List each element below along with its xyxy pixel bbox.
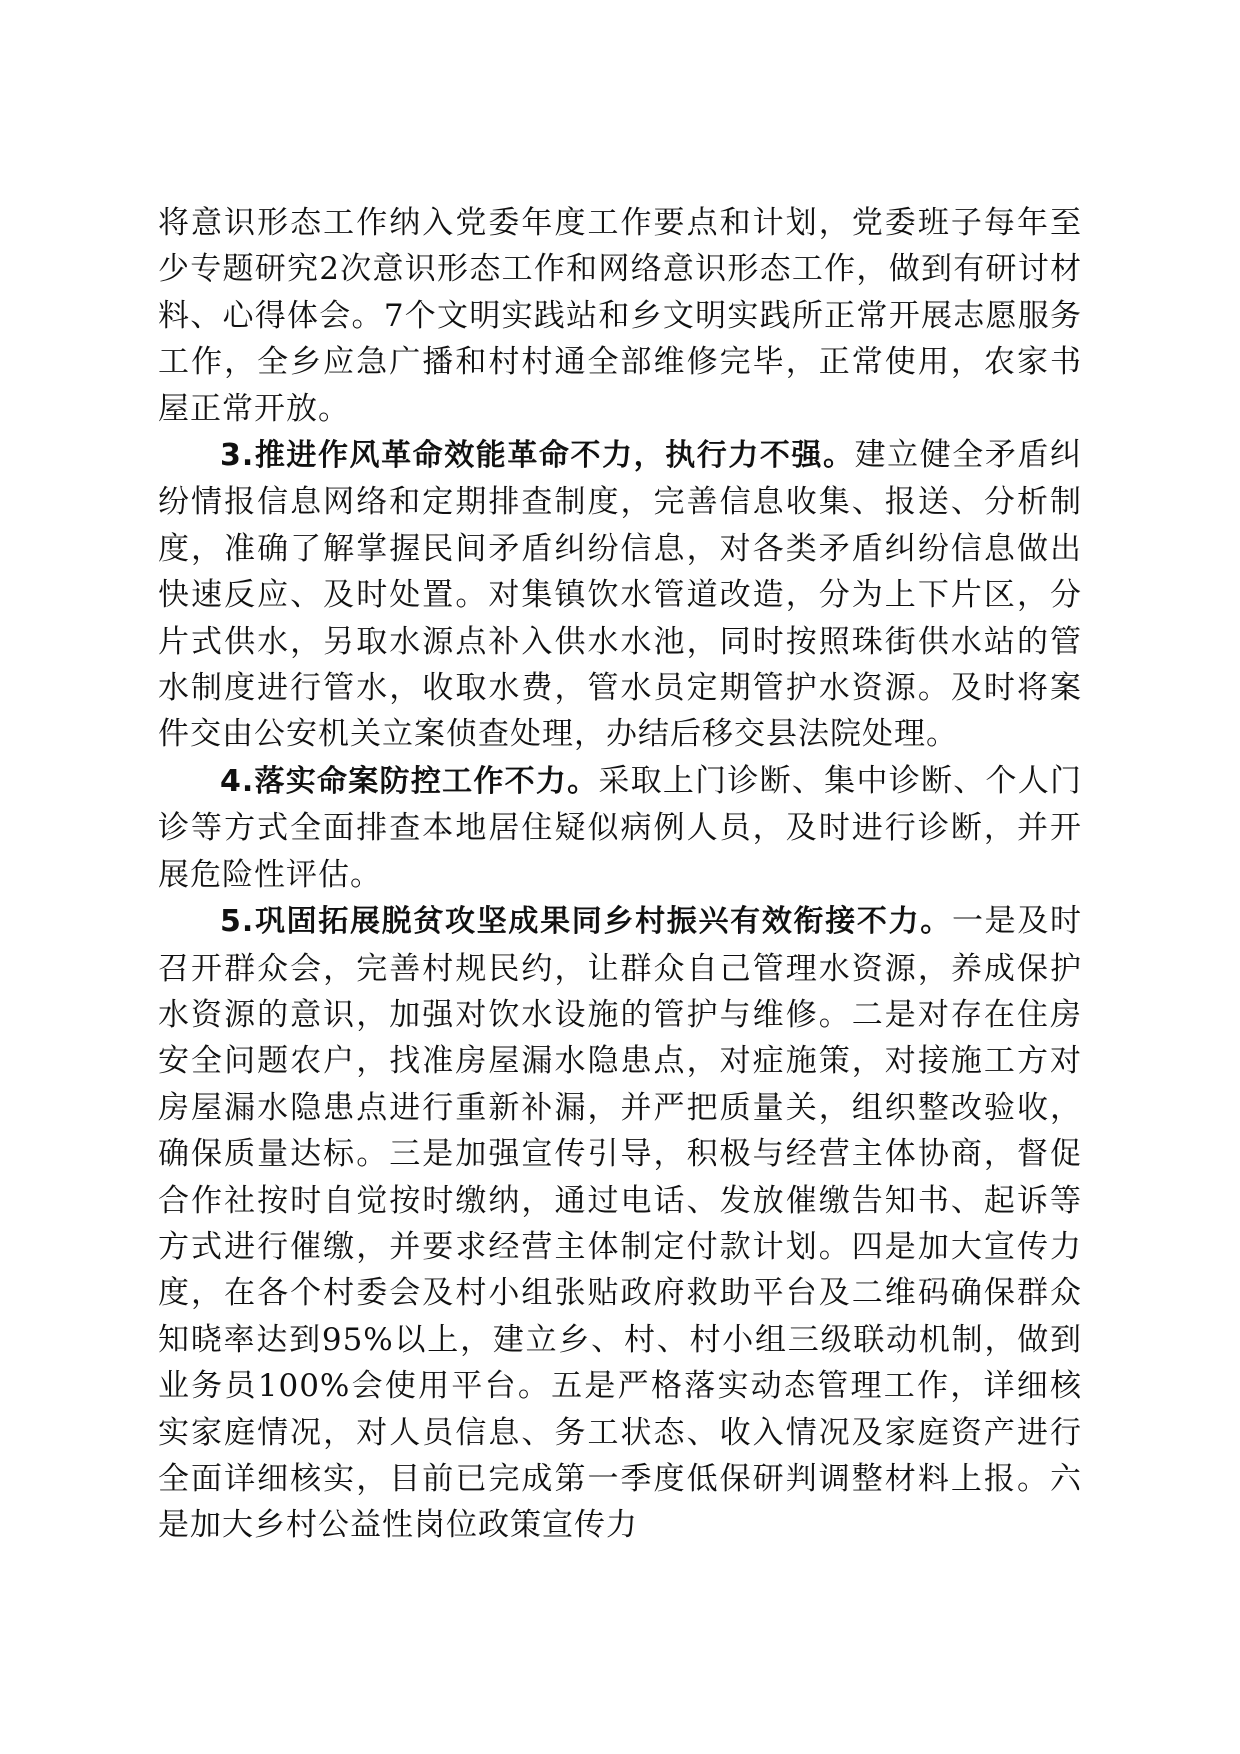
paragraph-heading: 5.巩固拓展脱贫攻坚成果同乡村振兴有效衔接不力。 <box>220 904 952 940</box>
paragraph-heading: 3.推进作风革命效能革命不力，执行力不强。 <box>220 438 855 474</box>
paragraph-text: 一是及时召开群众会，完善村规民约，让群众自己管理水资源，养成保护水资源的意识，加强对饮水设施的管护与维修。二是对存在住房安全问题农户，找准房屋漏水隐患点，对症施策，对接施工方对房屋漏水隐患点进行重新补漏，并严把质量关，组织整改验收，确保质量达标。三是加强宣传引导，积极与经营主体协商，督促合作社按时自觉按时缴纳，通过电话、发放催缴告知书、起诉等方式进行催缴，并要求经营主体制定付款计划。四是加大宣传力度，在各个村委会及村小组张贴政府救助平台及二维码确保群众知晓率达到95%以上，建立乡、村、村小组三级联动机制，做到业务员100%会使用平台。五是严格落实动态管理工作，详细核实家庭情况，对人员信息、务工状态、收入情况及家庭资产进行全面详细核实，目前已完成第一季度低保研判调整材料上报。六是加大乡村公益性岗位政策宣传力 <box>158 903 1082 1544</box>
paragraph-item-3 <box>158 432 1082 758</box>
document-body <box>158 200 1082 1549</box>
paragraph-ideology <box>158 200 1082 432</box>
paragraph-item-4 <box>158 758 1082 898</box>
paragraph-heading: 4.落实命案防控工作不力。 <box>220 763 599 799</box>
paragraph-text: 建立健全矛盾纠纷情报信息网络和定期排查制度，完善信息收集、报送、分析制度，准确了解掌握民间矛盾纠纷信息，对各类矛盾纠纷信息做出快速反应、及时处置。对集镇饮水管道改造，分为上下片区，分片式供水，另取水源点补入供水水池，同时按照珠街供水站的管水制度进行管水，收取水费，管水员定期管护水资源。及时将案件交由公安机关立案侦查处理，办结后移交县法院处理。 <box>158 437 1082 753</box>
paragraph-item-5 <box>158 898 1082 1549</box>
paragraph-text: 将意识形态工作纳入党委年度工作要点和计划，党委班子每年至少专题研究2次意识形态工作和网络意识形态工作，做到有研讨材料、心得体会。7个文明实践站和乡文明实践所正常开展志愿服务工作，全乡应急广播和村村通全部维修完毕，正常使用，农家书屋正常开放。 <box>158 205 1082 427</box>
paragraph-text: 采取上门诊断、集中诊断、个人门诊等方式全面排查本地居住疑似病例人员，及时进行诊断，并开展危险性评估。 <box>158 762 1082 893</box>
